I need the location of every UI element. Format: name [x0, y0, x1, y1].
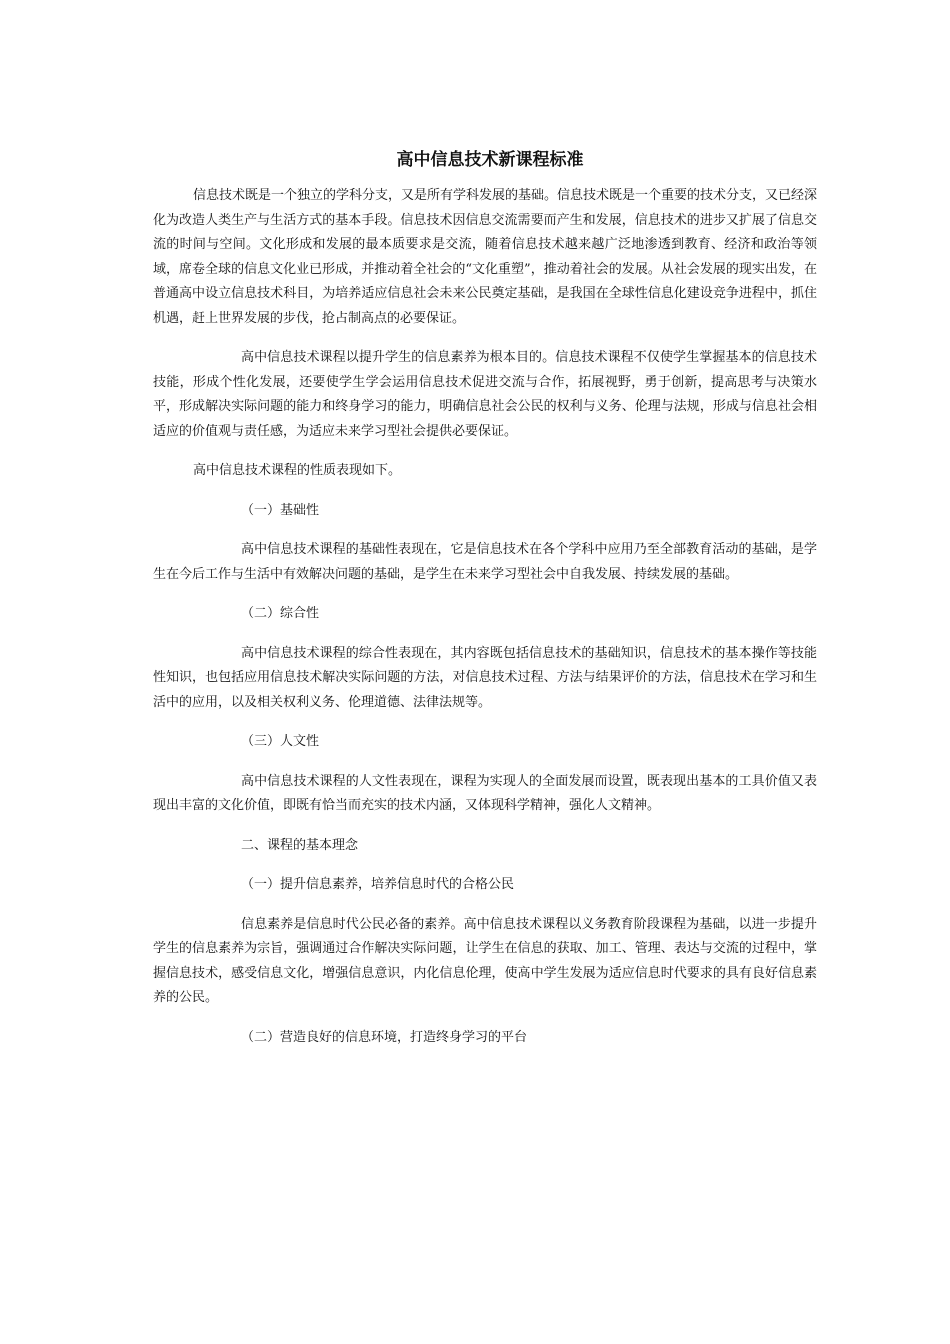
spacer — [153, 715, 817, 730]
spacer — [153, 627, 817, 642]
spacer — [153, 484, 817, 499]
spacer — [153, 898, 817, 913]
spacer — [153, 331, 817, 346]
spacer — [153, 819, 817, 834]
document-page — [153, 148, 817, 1050]
paragraph-nature: 高中信息技术课程的性质表现如下。 — [193, 463, 402, 478]
heading-humanistic: （三）人文性 — [241, 734, 320, 749]
heading-basic: （一）基础性 — [241, 502, 320, 518]
spacer — [153, 1011, 817, 1026]
heading-environment: （二）营造良好的信息环境，打造终身学习的平台 — [241, 1029, 528, 1045]
spacer — [153, 444, 817, 459]
paragraph-intro: 信息技术既是一个独立的学科分支，又是所有学科发展的基础。信息技术既是一个重要的技术分支，又已经深化为改造人类生产与生活方式的基本手段。信息技术因信息交流需要而产生和发展，信息技术的进步又扩展了信息交流的时间与空间。文化形成和发展的最本质要求是交流，随着信息技术越来越广泛地渗透到教育、经济和政治等领域，席卷全球的信息文化业已形成，并推动着全社会的“文化重塑”，推动着社会的发展。从社会发展的现实出发，在普通高中设立信息技术科目，为培养适应信息社会未来公民奠定基础，是我国在全球性信息化建设竞争进程中，抓住机遇，赶上世界发展的步伐，抢占制高点的必要保证。 — [153, 188, 818, 326]
heading-literacy: （一）提升信息素养，培养信息时代的合格公民 — [241, 877, 515, 892]
heading-section-two: 二、课程的基本理念 — [241, 837, 359, 853]
spacer — [153, 523, 817, 538]
paragraph-comprehensive: 高中信息技术课程的综合性表现在，其内容既包括信息技术的基础知识，信息技术的基本操作等技能性知识，也包括应用信息技术解决实际问题的方法，对信息技术过程、方法与结果评价的方法，信息技术在学习和生活中的应用，以及相关权利义务、伦理道德、法律法规等。 — [153, 645, 817, 710]
document-title: 高中信息技术新课程标准 — [396, 150, 584, 170]
paragraph-goal: 高中信息技术课程以提升学生的信息素养为根本目的。信息技术课程不仅使学生掌握基本的信息技术技能，形成个性化发展，还要使学生学会运用信息技术促进交流与合作，拓展视野，勇于创新，提高思考与决策水平，形成解决实际问题的能力和终身学习的能力，明确信息社会公民的权利与义务、伦理与法规，形成与信息社会相适应的价值观与责任感，为适应未来学习型社会提供必要保证。 — [153, 350, 817, 439]
spacer — [153, 858, 817, 873]
paragraph-basic: 高中信息技术课程的基础性表现在，它是信息技术在各个学科中应用乃至全部教育活动的基础，是学生在今后工作与生活中有效解决问题的基础，是学生在未来学习型社会中自我发展、持续发展的基础。 — [153, 542, 817, 582]
spacer — [153, 755, 817, 770]
paragraph-humanistic: 高中信息技术课程的人文性表现在，课程为实现人的全面发展而设置，既表现出基本的工具价值又表现出丰富的文化价值，即既有恰当而充实的技术内涵，又体现科学精神，强化人文精神。 — [153, 773, 817, 813]
heading-comprehensive: （二）综合性 — [241, 606, 320, 621]
paragraph-literacy: 信息素养是信息时代公民必备的素养。高中信息技术课程以义务教育阶段课程为基础，以进一步提升学生的信息素养为宗旨，强调通过合作解决实际问题，让学生在信息的获取、加工、管理、表达与交流的过程中，掌握信息技术，感受信息文化，增强信息意识，内化信息伦理，使高中学生发展为适应信息时代要求的具有良好信息素养的公民。 — [153, 916, 817, 1005]
spacer — [153, 587, 817, 602]
